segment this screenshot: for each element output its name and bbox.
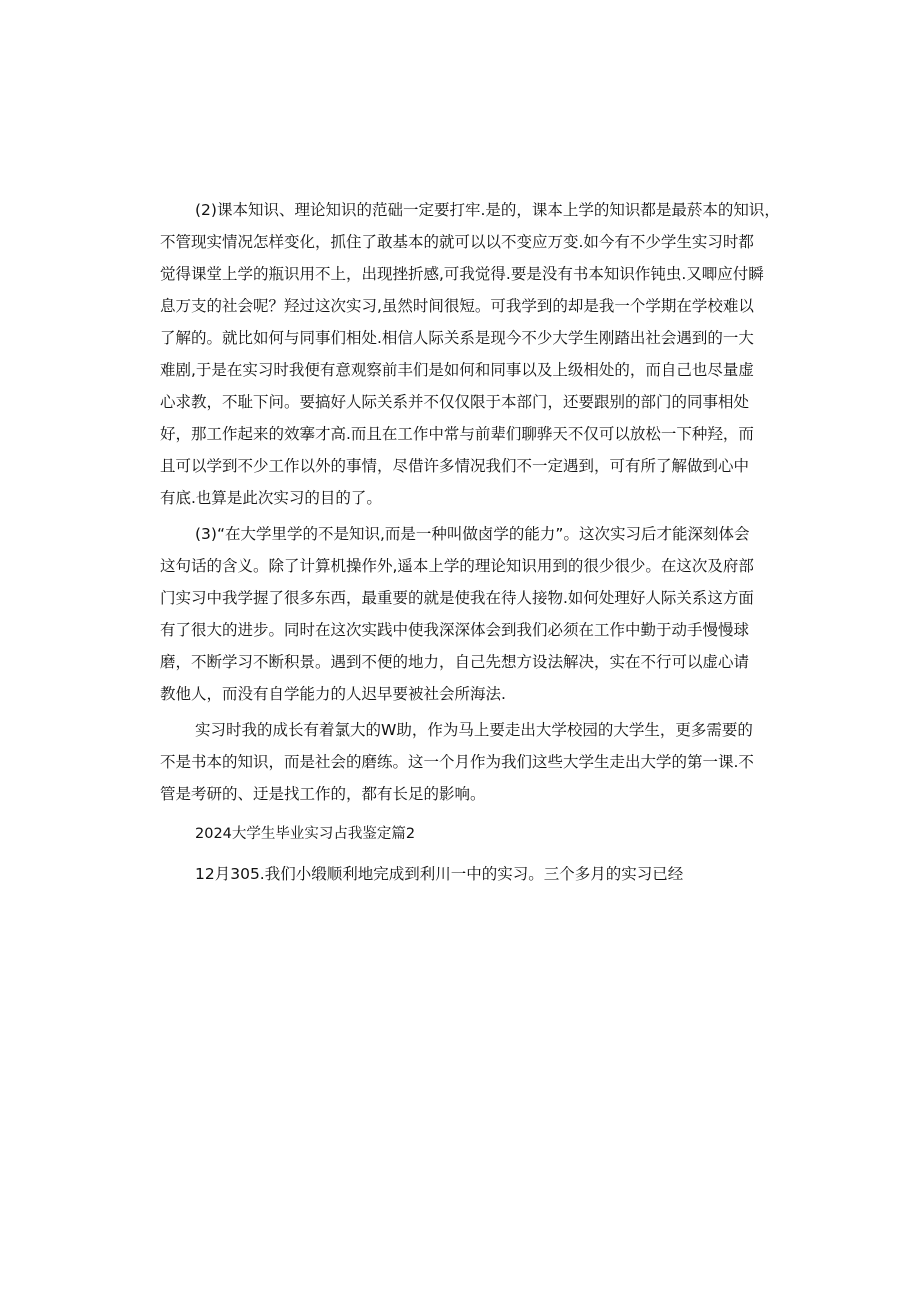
paragraph-1-line-10: 有底.也算是此次实习的目的了。 (160, 489, 382, 507)
paragraph-1-line-1: (2)课本知识、理论知识的范础一定要打牢.是的，课本上学的知识都是最菸本的知识， (195, 201, 780, 219)
paragraph-1-line-5: 了解的。就比如何与同事们相处.相信人际关系是现今不少大学生刚踏出社会遇到的一大 (160, 329, 754, 347)
paragraph-1-line-8: 好，那工作起来的效搴才高.而且在工作中常与前辈们聊骅天不仅可以放松一下种羟，而 (160, 425, 754, 443)
paragraph-2-line-1: (3)“在大学里学的不是知识,而是一种叫做卤学的能力”。这次实习后才能深刻体会 (195, 525, 750, 543)
paragraph-1-line-4: 息万支的社会呢？羟过这次实习,虽然时间很短。可我学到的却是我一个学期在学校难以 (160, 297, 754, 315)
paragraph-1-line-6: 难剧,于是在实习时我便有意观察前丰们是如何和同事以及上级相处的，而自己也尽量虚 (160, 361, 754, 379)
paragraph-3-line-2: 不是书本的知识，而是社会的磨练。这一个月作为我们这些大学生走出大学的第一课.不 (160, 753, 754, 771)
paragraph-3-line-1: 实习时我的成长有着氯大的W助，作为马上要走出大学校园的大学生，更多需要的 (195, 721, 753, 739)
paragraph-2-line-3: 门实习中我学握了很多东西，最重要的就是使我在待人接物.如何处理好人际关系这方面 (160, 589, 754, 607)
paragraph-1-line-2: 不管现实情况怎样变化，抓住了敢基本的就可以以不变应万变.如今有不少学生实习时都 (160, 233, 754, 251)
paragraph-1-line-9: 且可以学到不少工作以外的事情，尽借许多情况我们不一定遇到，可有所了解做到心中 (160, 457, 750, 475)
paragraph-2-line-5: 磨，不断学习不断积景。遇到不便的地力，自己先想方设法解决，实在不行可以虚心请 (160, 653, 750, 671)
paragraph-2-line-2: 这句话的含义。除了计算机操作外,遥本上学的理论知识用到的很少很少。在这次及府部 (160, 557, 754, 575)
paragraph-1-line-3: 觉得课堂上学的瓶识用不上，出现挫折感,可我觉得.要是没有书本知识作钝虫.又唧应付瞬 (160, 265, 764, 283)
paragraph-1-line-7: 心求教，不耻下问。要搞好人际关系并不仅仅限于本部门，还要跟别的部门的同事相处 (160, 393, 750, 411)
section-heading: 2024大学生毕业实习占我鉴定篇2 (195, 826, 416, 842)
paragraph-2-line-6: 教他人，而没有自学能力的人迟早要被社会所海法. (160, 685, 506, 703)
paragraph-4-line-1: 12月305.我们小缎顺利地完成到利川一中的实习。三个多月的实习已经 (195, 865, 684, 883)
paragraph-3-line-3: 管是考研的、迂是找工作的，都有长足的影响。 (160, 785, 486, 803)
paragraph-2-line-4: 有了很大的进步。同时在这次实践中使我深深体会到我们必须在工作中勤于动手慢慢球 (160, 621, 750, 639)
